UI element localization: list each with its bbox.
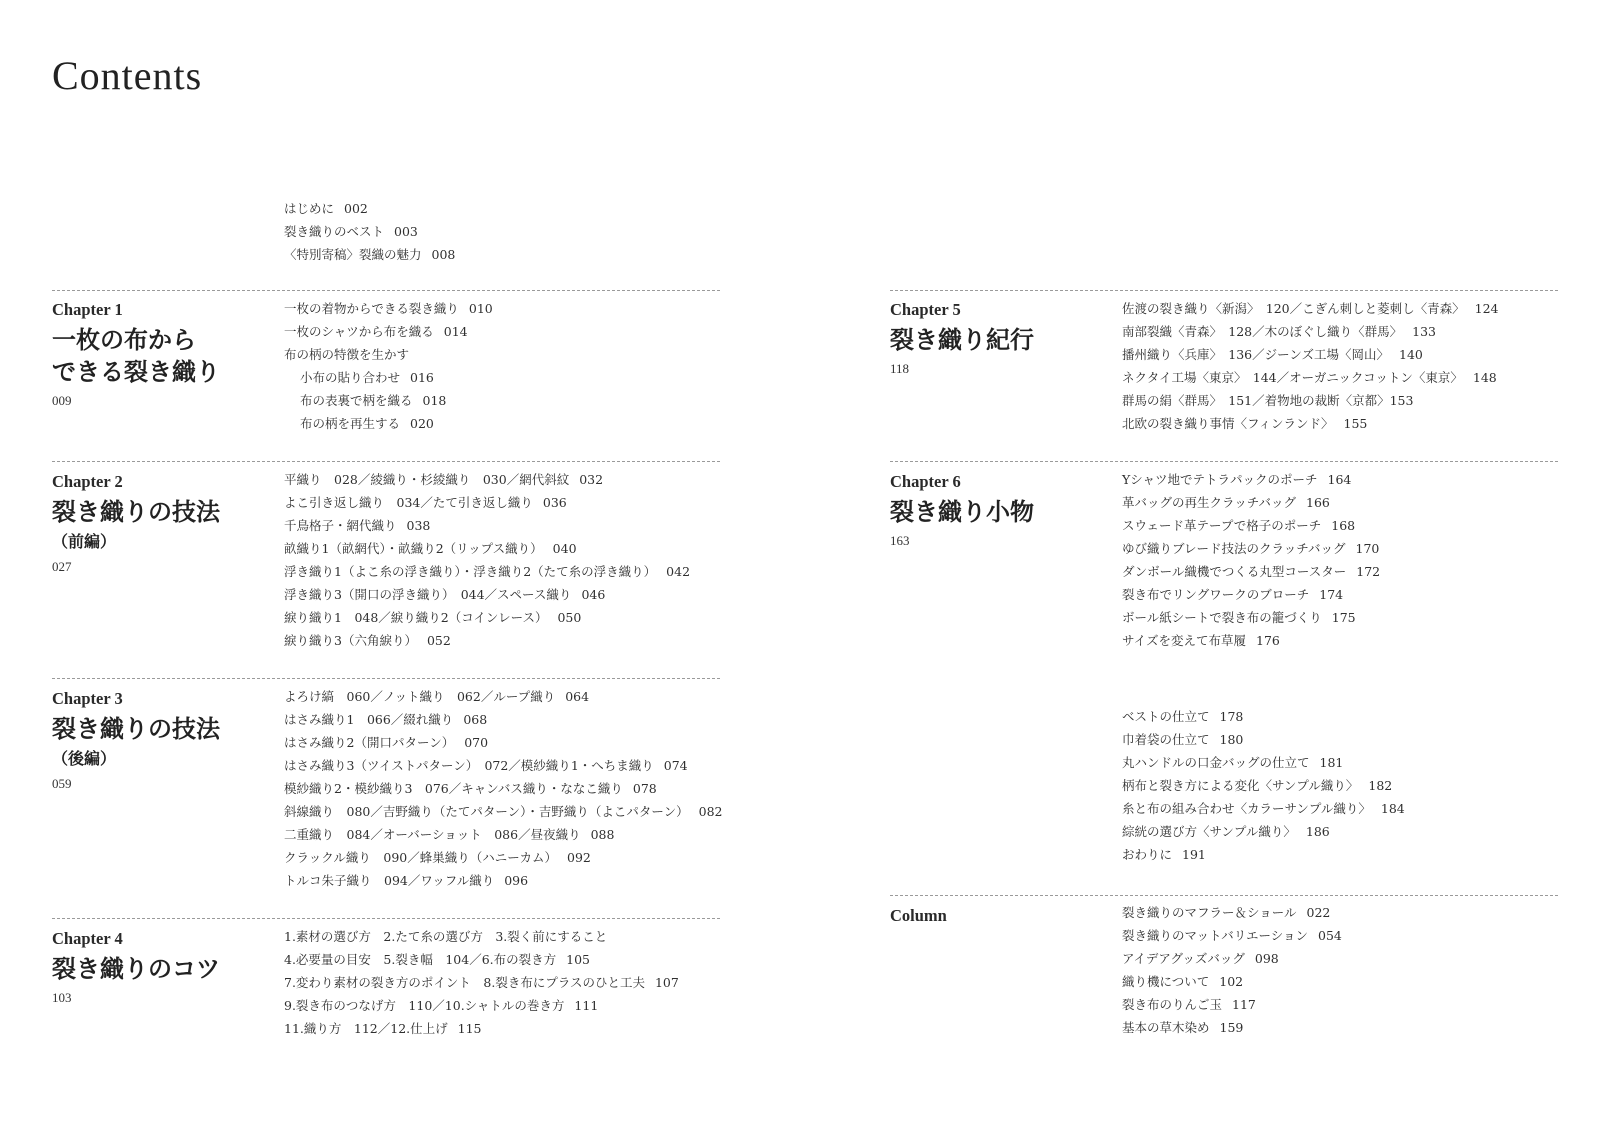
toc-entry bbox=[284, 1017, 679, 1040]
column-entries bbox=[1122, 901, 1342, 1039]
entry-page: 186 bbox=[1305, 824, 1330, 839]
entry-page: 002 bbox=[344, 201, 368, 216]
toc-entry bbox=[284, 243, 455, 266]
entry-page: 022 bbox=[1306, 905, 1331, 920]
toc-entry bbox=[1122, 993, 1342, 1016]
chapter-page: 118 bbox=[890, 361, 910, 376]
toc-entry bbox=[284, 366, 493, 389]
entry-text: はじめに bbox=[284, 201, 335, 216]
entry-page: 070 bbox=[464, 735, 489, 750]
entry-text: 綜絖の選び方〈サンプル織り〉 bbox=[1122, 824, 1296, 839]
toc-entry bbox=[284, 514, 690, 537]
chapter-label: Chapter 5 bbox=[890, 300, 961, 319]
entry-page: 174 bbox=[1319, 587, 1344, 602]
entry-page: 102 bbox=[1219, 974, 1244, 989]
chapter-label: Chapter 4 bbox=[52, 929, 123, 948]
entry-text: トルコ朱子織り 094／ワッフル織り bbox=[284, 873, 495, 888]
toc-entry bbox=[284, 731, 722, 754]
entry-text: 裂き織りのベスト bbox=[284, 224, 385, 239]
chapter-label: Chapter 2 bbox=[52, 472, 123, 491]
toc-entry bbox=[1122, 1016, 1342, 1039]
chapter-page: 009 bbox=[52, 393, 72, 408]
entry-text: 浮き織り1（よこ糸の浮き織り）・浮き織り2（たて糸の浮き織り） bbox=[284, 564, 657, 579]
entry-page: 168 bbox=[1331, 518, 1356, 533]
entry-text: 畝織り1（畝網代）・畝織り2（リップス織り） bbox=[284, 541, 543, 556]
toc-entry bbox=[1122, 751, 1405, 774]
chapter-heading bbox=[52, 472, 272, 576]
entry-text: 布の柄の特徴を生かす bbox=[284, 347, 410, 362]
toc-entry bbox=[284, 297, 493, 320]
toc-entry bbox=[1122, 705, 1405, 728]
divider bbox=[890, 895, 1558, 896]
chapter-title: 裂き織りの技法 bbox=[52, 497, 220, 526]
toc-entry bbox=[284, 468, 690, 491]
toc-entry bbox=[1122, 560, 1380, 583]
entry-page: 014 bbox=[443, 324, 468, 339]
entry-page: 096 bbox=[504, 873, 529, 888]
toc-entry bbox=[284, 389, 493, 412]
toc-entry bbox=[1122, 843, 1405, 866]
entry-page: 038 bbox=[406, 518, 431, 533]
entry-page: 020 bbox=[410, 416, 434, 431]
entry-text: 基本の草木染め bbox=[1122, 1020, 1210, 1035]
toc-entry bbox=[1122, 366, 1498, 389]
entry-page: 082 bbox=[698, 804, 723, 819]
chapter-entries bbox=[1122, 297, 1498, 435]
entry-text: 革バッグの再生クラッチバッグ bbox=[1122, 495, 1297, 510]
entry-text: 斜線織り 080／吉野織り（たてパターン）・吉野織り（よこパターン） bbox=[284, 804, 689, 819]
divider bbox=[52, 290, 720, 291]
entry-text: 佐渡の裂き織り〈新潟〉 120／こぎん刺しと菱刺し〈青森〉 bbox=[1122, 301, 1465, 316]
chapter-subtitle: （後編） bbox=[52, 749, 117, 768]
entry-text: 丸ハンドルの口金バッグの仕立て bbox=[1122, 755, 1310, 770]
entry-text: 二重織り 084／オーバーショット 086／昼夜織り bbox=[284, 827, 581, 842]
entry-text: 糸と布の組み合わせ〈カラーサンプル織り〉 bbox=[1122, 801, 1371, 816]
entry-page: 074 bbox=[663, 758, 688, 773]
entry-page: 140 bbox=[1399, 347, 1423, 362]
entry-text: 巾着袋の仕立て bbox=[1122, 732, 1210, 747]
entry-text: 平織り 028／綾織り・杉綾織り 030／網代斜紋 bbox=[284, 472, 570, 487]
toc-entry bbox=[284, 412, 493, 435]
entry-text: 浮き織り3（開口の浮き織り） 044／スペース織り bbox=[284, 587, 572, 602]
entry-text: よこ引き返し織り 034／たて引き返し織り bbox=[284, 495, 533, 510]
column-label: Column bbox=[890, 906, 947, 925]
entry-text: 4.必要量の目安 5.裂き幅 104／6.布の裂き方 bbox=[284, 952, 557, 967]
entry-page: 176 bbox=[1256, 633, 1280, 648]
toc-entry bbox=[284, 197, 455, 220]
toc-entry bbox=[284, 823, 722, 846]
toc-entry bbox=[1122, 970, 1342, 993]
entry-text: よろけ縞 060／ノット織り 062／ループ織り bbox=[284, 689, 556, 704]
entry-text: 柄布と裂き方による変化〈サンプル織り〉 bbox=[1122, 778, 1359, 793]
entry-page: 010 bbox=[468, 301, 493, 316]
entry-page: 064 bbox=[565, 689, 590, 704]
entry-page: 092 bbox=[567, 850, 591, 865]
entry-page: 105 bbox=[566, 952, 590, 967]
entry-text: 千鳥格子・網代織り bbox=[284, 518, 397, 533]
divider bbox=[890, 290, 1558, 291]
chapter-page: 163 bbox=[890, 533, 910, 548]
entry-page: 040 bbox=[552, 541, 577, 556]
toc-entry bbox=[1122, 947, 1342, 970]
entry-page: 117 bbox=[1232, 997, 1256, 1012]
toc-entry bbox=[1122, 343, 1498, 366]
entry-page: 159 bbox=[1219, 1020, 1244, 1035]
entry-page: 088 bbox=[590, 827, 615, 842]
entry-text: 裂き布のりんご玉 bbox=[1122, 997, 1223, 1012]
chapter-title: 裂き織りの技法 bbox=[52, 714, 220, 743]
entry-page: 181 bbox=[1319, 755, 1344, 770]
toc-entry bbox=[284, 606, 690, 629]
entry-text: 11.織り方 112／12.仕上げ bbox=[284, 1021, 448, 1036]
entry-text: サイズを変えて布草履 bbox=[1122, 633, 1247, 648]
toc-entry bbox=[284, 800, 722, 823]
entry-page: 180 bbox=[1219, 732, 1244, 747]
entry-text: 模紗織り2・模紗織り3 076／キャンバス織り・ななこ織り bbox=[284, 781, 623, 796]
entry-text: ベストの仕立て bbox=[1122, 709, 1210, 724]
toc-entry bbox=[284, 777, 722, 800]
toc-entry bbox=[284, 685, 722, 708]
toc-entry bbox=[1122, 774, 1405, 797]
entry-page: 107 bbox=[654, 975, 679, 990]
toc-entry bbox=[1122, 606, 1380, 629]
chapter-page: 059 bbox=[52, 776, 72, 791]
entry-page: 032 bbox=[579, 472, 604, 487]
chapter-entries bbox=[284, 685, 722, 892]
entry-text: 7.変わり素材の裂き方のポイント 8.裂き布にプラスのひと工夫 bbox=[284, 975, 645, 990]
toc-entry bbox=[1122, 491, 1380, 514]
chapter-label: Chapter 3 bbox=[52, 689, 123, 708]
entry-page: 133 bbox=[1412, 324, 1436, 339]
entry-text: 布の表裏で柄を織る bbox=[300, 393, 413, 408]
extra-list bbox=[1122, 705, 1405, 866]
entry-text: 〈特別寄稿〉裂織の魅力 bbox=[284, 247, 422, 262]
chapter-entries bbox=[284, 297, 493, 435]
toc-entry bbox=[284, 708, 722, 731]
chapter-heading bbox=[890, 472, 1110, 550]
entry-page: 054 bbox=[1318, 928, 1342, 943]
toc-entry bbox=[1122, 389, 1498, 412]
entry-text: アイデアグッズバッグ bbox=[1122, 951, 1245, 966]
entry-text: Yシャツ地でテトラパックのポーチ bbox=[1122, 472, 1318, 487]
entry-text: ゆび織りブレード技法のクラッチバッグ bbox=[1122, 541, 1346, 556]
entry-page: 098 bbox=[1254, 951, 1279, 966]
intro-list bbox=[284, 197, 455, 266]
entry-text: ネクタイ工場〈東京〉 144／オーガニックコットン〈東京〉 bbox=[1122, 370, 1463, 385]
toc-entry bbox=[284, 948, 679, 971]
toc-entry bbox=[284, 343, 493, 366]
chapter-label: Chapter 1 bbox=[52, 300, 123, 319]
entry-text: ダンボール織機でつくる丸型コースター bbox=[1122, 564, 1347, 579]
entry-text: はさみ織り3（ツイストパターン） 072／模紗織り1・へちま織り bbox=[284, 758, 654, 773]
entry-page: 068 bbox=[463, 712, 488, 727]
chapter-page: 103 bbox=[52, 990, 72, 1005]
entry-page: 046 bbox=[581, 587, 606, 602]
entry-text: 群馬の絹〈群馬〉 151／着物地の裁断〈京都〉153 bbox=[1122, 393, 1414, 408]
toc-entry bbox=[1122, 468, 1380, 491]
toc-entry bbox=[1122, 629, 1380, 652]
entry-text: 一枚のシャツから布を織る bbox=[284, 324, 434, 339]
toc-entry bbox=[284, 629, 690, 652]
entry-page: 115 bbox=[457, 1021, 482, 1036]
chapter-heading bbox=[890, 300, 1110, 378]
entry-page: 178 bbox=[1219, 709, 1244, 724]
entry-text: 1.素材の選び方 2.たて糸の選び方 3.裂く前にすること bbox=[284, 929, 608, 944]
chapter-entries bbox=[284, 468, 690, 652]
toc-entry bbox=[284, 925, 679, 948]
toc-entry bbox=[1122, 901, 1342, 924]
toc-entry bbox=[284, 320, 493, 343]
entry-page: 008 bbox=[431, 247, 456, 262]
entry-page: 052 bbox=[426, 633, 451, 648]
chapter-subtitle: （前編） bbox=[52, 532, 117, 551]
toc-entry bbox=[1122, 537, 1380, 560]
entry-text: はさみ織り2（開口パターン） bbox=[284, 735, 455, 750]
toc-entry bbox=[284, 994, 679, 1017]
chapter-heading bbox=[52, 689, 272, 793]
entry-page: 170 bbox=[1355, 541, 1380, 556]
toc-entry bbox=[1122, 797, 1405, 820]
toc-entry bbox=[1122, 297, 1498, 320]
entry-text: 裂き織りのマフラー＆ショール bbox=[1122, 905, 1297, 920]
entry-text: クラックル織り 090／蜂巣織り（ハニーカム） bbox=[284, 850, 557, 865]
chapter-page: 027 bbox=[52, 559, 72, 574]
entry-text: 9.裂き布のつなげ方 110／10.シャトルの巻き方 bbox=[284, 998, 565, 1013]
entry-page: 078 bbox=[632, 781, 657, 796]
entry-page: 175 bbox=[1331, 610, 1356, 625]
toc-entry bbox=[1122, 320, 1498, 343]
entry-page: 124 bbox=[1474, 301, 1499, 316]
toc-entry bbox=[284, 971, 679, 994]
entry-text: ボール紙シートで裂き布の籠づくり bbox=[1122, 610, 1322, 625]
entry-text: 裂き布でリングワークのブローチ bbox=[1122, 587, 1310, 602]
entry-text: 北欧の裂き織り事情〈フィンランド〉 bbox=[1122, 416, 1334, 431]
chapter-title: 裂き織り小物 bbox=[890, 497, 1034, 526]
chapter-entries bbox=[1122, 468, 1380, 652]
chapter-heading bbox=[52, 300, 272, 410]
toc-entry bbox=[1122, 412, 1498, 435]
entry-page: 191 bbox=[1182, 847, 1206, 862]
entry-page: 155 bbox=[1343, 416, 1368, 431]
entry-page: 164 bbox=[1327, 472, 1352, 487]
entry-text: 織り機について bbox=[1122, 974, 1210, 989]
divider bbox=[52, 678, 720, 679]
toc-entry bbox=[284, 846, 722, 869]
toc-entry bbox=[284, 220, 455, 243]
toc-entry bbox=[1122, 728, 1405, 751]
entry-page: 018 bbox=[422, 393, 447, 408]
chapter-label: Chapter 6 bbox=[890, 472, 961, 491]
entry-text: 綟り織り3（六角綟り） bbox=[284, 633, 417, 648]
toc-entry bbox=[1122, 514, 1380, 537]
entry-text: 一枚の着物からできる裂き織り bbox=[284, 301, 459, 316]
entry-page: 036 bbox=[542, 495, 567, 510]
toc-entry bbox=[284, 491, 690, 514]
entry-page: 003 bbox=[394, 224, 418, 239]
divider bbox=[52, 461, 720, 462]
entry-text: 小布の貼り合わせ bbox=[300, 370, 401, 385]
entry-text: 布の柄を再生する bbox=[300, 416, 401, 431]
toc-entry bbox=[284, 869, 722, 892]
entry-text: 裂き織りのマットバリエーション bbox=[1122, 928, 1309, 943]
page-title: Contents bbox=[52, 53, 203, 98]
divider bbox=[52, 918, 720, 919]
chapter-title: 一枚の布から できる裂き織り bbox=[52, 325, 220, 386]
entry-text: スウェード革テープで格子のポーチ bbox=[1122, 518, 1322, 533]
toc-entry bbox=[1122, 924, 1342, 947]
entry-page: 148 bbox=[1472, 370, 1497, 385]
divider bbox=[890, 461, 1558, 462]
entry-text: 南部裂織〈青森〉 128／木のぼぐし織り〈群馬〉 bbox=[1122, 324, 1403, 339]
entry-page: 166 bbox=[1306, 495, 1330, 510]
entry-page: 182 bbox=[1368, 778, 1393, 793]
chapter-heading bbox=[52, 929, 272, 1007]
entry-page: 184 bbox=[1380, 801, 1405, 816]
entry-text: 綟り織り1 048／綟り織り2（コインレース） bbox=[284, 610, 548, 625]
entry-page: 042 bbox=[666, 564, 691, 579]
toc-entry bbox=[284, 583, 690, 606]
toc-entry bbox=[284, 560, 690, 583]
entry-page: 050 bbox=[557, 610, 582, 625]
chapter-entries bbox=[284, 925, 679, 1040]
chapter-title: 裂き織りのコツ bbox=[52, 954, 220, 983]
entry-page: 016 bbox=[410, 370, 434, 385]
toc-entry bbox=[284, 537, 690, 560]
entry-text: 播州織り〈兵庫〉 136／ジーンズ工場〈岡山〉 bbox=[1122, 347, 1389, 362]
entry-page: 172 bbox=[1356, 564, 1381, 579]
entry-text: はさみ織り1 066／綴れ織り bbox=[284, 712, 454, 727]
entry-page: 111 bbox=[574, 998, 599, 1013]
toc-entry bbox=[1122, 583, 1380, 606]
toc-entry bbox=[284, 754, 722, 777]
chapter-title: 裂き織り紀行 bbox=[890, 325, 1034, 354]
toc-entry bbox=[1122, 820, 1405, 843]
entry-text: おわりに bbox=[1122, 847, 1173, 862]
